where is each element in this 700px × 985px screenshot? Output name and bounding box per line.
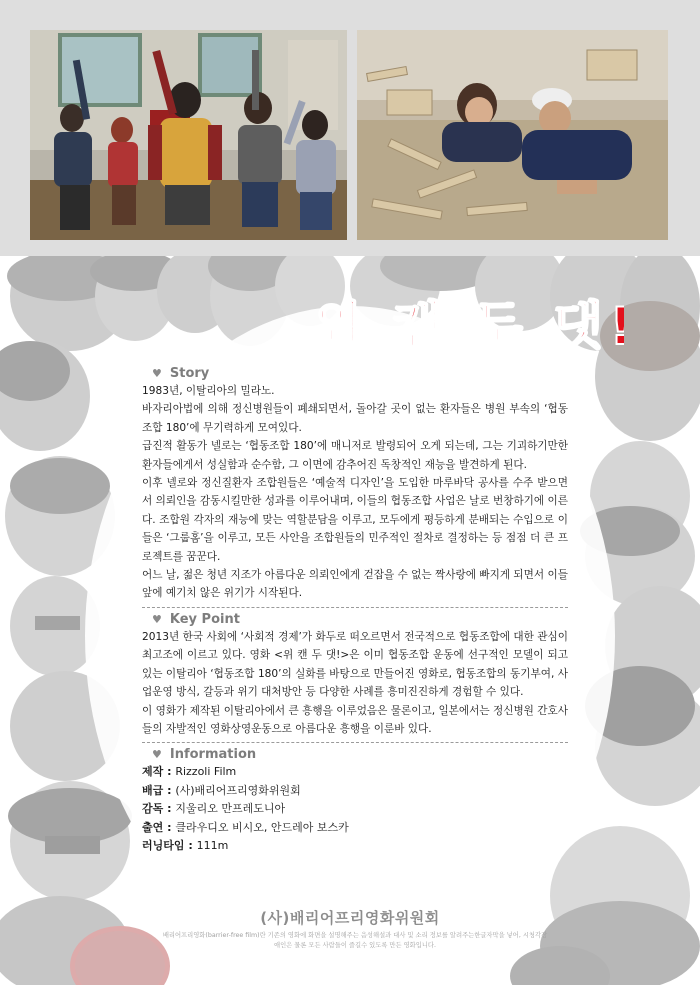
info-label: 감독 xyxy=(142,802,164,816)
info-value: Rizzoli Film xyxy=(175,765,237,779)
still-photo-floor-work xyxy=(357,30,668,240)
story-paragraph: 1983년, 이탈리아의 밀라노. xyxy=(142,385,275,397)
info-item-producer: 제작 : Rizzoli Film xyxy=(142,765,237,779)
divider xyxy=(142,607,568,608)
story-paragraph: 이후 넬로와 정신질환자 조합원들은 ‘예술적 디자인’을 도입한 마루바닥 공사를 수주 받으면서 의뢰인을 감동시킬만한 성과를 이루어내며, 이들의 협동조합 사업은 날로 번창하기에 이른다. 조합원 각자의 재능에 맞는 역할분담을 이루고, 모두에게 평등하게 분배되는 수입으로 이들은 ‘그룹홈’을 이루고, 모든 사안을 조합원들의 민주적인 절차로 결정하는 등 점점 더 큰 프로젝트를 꿈꾼다. xyxy=(142,477,568,563)
story-paragraph: 급진적 활동가 넬로는 ‘협동조합 180’에 매니저로 발령되어 오게 되는데, 그는 기괴하기만한 환자들에게서 성실함과 순수함, 그 이면에 감추어진 독창적인 재능을 발견하게 된다. xyxy=(142,440,568,471)
story-heading xyxy=(152,365,568,382)
title-text: 위 캔 두 댓! xyxy=(312,297,624,357)
info-value: (사)배리어프리영화위원회 xyxy=(175,783,301,797)
keypoint-paragraph: 이 영화가 제작된 이탈리아에서 큰 흥행을 이루었음은 물론이고, 일본에서는 정신병원 간호사들의 자발적인 영화상영운동으로 아름다운 흥행을 이룬바 있다. xyxy=(142,704,568,735)
title-logo xyxy=(306,282,624,362)
info-item-director: 감독 : 지울리오 만프레도니아 xyxy=(142,802,286,816)
heart-icon: ♥ xyxy=(152,748,162,762)
information-heading-label: Information xyxy=(169,747,257,763)
info-label: 러닝타임 xyxy=(142,839,185,853)
info-value: 지울리오 만프레도니아 xyxy=(175,802,286,816)
story-heading-label: Story xyxy=(169,366,210,381)
divider xyxy=(142,742,568,743)
info-item-distributor: 배급 : (사)배리어프리영화위원회 xyxy=(142,783,301,797)
information-heading xyxy=(152,746,568,763)
info-item-cast: 출연 : 클라우디오 비시오, 안드레아 보스카 xyxy=(142,820,349,834)
keypoint-paragraph: 2013년 한국 사회에 ‘사회적 경제’가 화두로 떠오르면서 전국적으로 협동조합에 대한 관심이 최고조에 이르고 있다. 영화 <위 캔 두 댓!>은 이미 협동조합 운동에 선구적인 모델이 되고 있는 이탈리아 ‘협동조합 180’의 실화를 바탕으로 만들어진 영화로, 협동조합의 동기부여, 사업운영 방식, 갈등과 위기 대처방안 등 다양한 사례를 흥미진진하게 경험할 수 있다. xyxy=(142,630,568,699)
info-item-runtime: 러닝타임 : 111m xyxy=(142,839,229,853)
story-paragraph: 바자리아법에 의해 정신병원들이 폐쇄되면서, 돌아갈 곳이 없는 환자들은 병원 부속의 ‘협동조합 180’에 무기력하게 모여있다. xyxy=(142,403,568,434)
still-photo-group-raising-hands xyxy=(30,30,347,240)
info-label: 배급 xyxy=(142,783,164,797)
footer-note: 배리어프리영화(barrier-free film)란 기존의 영화에 화면을 설명해주는 음성해설과 대사 및 소리 정보를 알려주는한글자막을 넣어, 시청각장애인은 물론 모든 사람들이 즐길수 있도록 만든 영화입니다. xyxy=(162,932,548,949)
keypoint-heading xyxy=(152,611,568,628)
main-content xyxy=(142,365,568,856)
info-value: 클라우디오 비시오, 안드레아 보스카 xyxy=(175,820,349,834)
heart-icon: ♥ xyxy=(152,367,162,380)
info-label: 제작 xyxy=(142,765,164,779)
heart-icon: ♥ xyxy=(152,612,162,626)
keypoint-heading-label: Key Point xyxy=(169,611,240,627)
info-value: 111m xyxy=(196,839,229,853)
info-label: 출연 xyxy=(142,820,164,834)
story-paragraph: 어느 날, 젊은 청년 지조가 아름다운 의뢰인에게 걷잡을 수 없는 짝사랑에 빠지게 되면서 이들 앞에 예기치 않은 위기가 시작된다. xyxy=(142,569,568,600)
footer-org-name: (사)배리어프리영화위원회 xyxy=(260,909,440,927)
